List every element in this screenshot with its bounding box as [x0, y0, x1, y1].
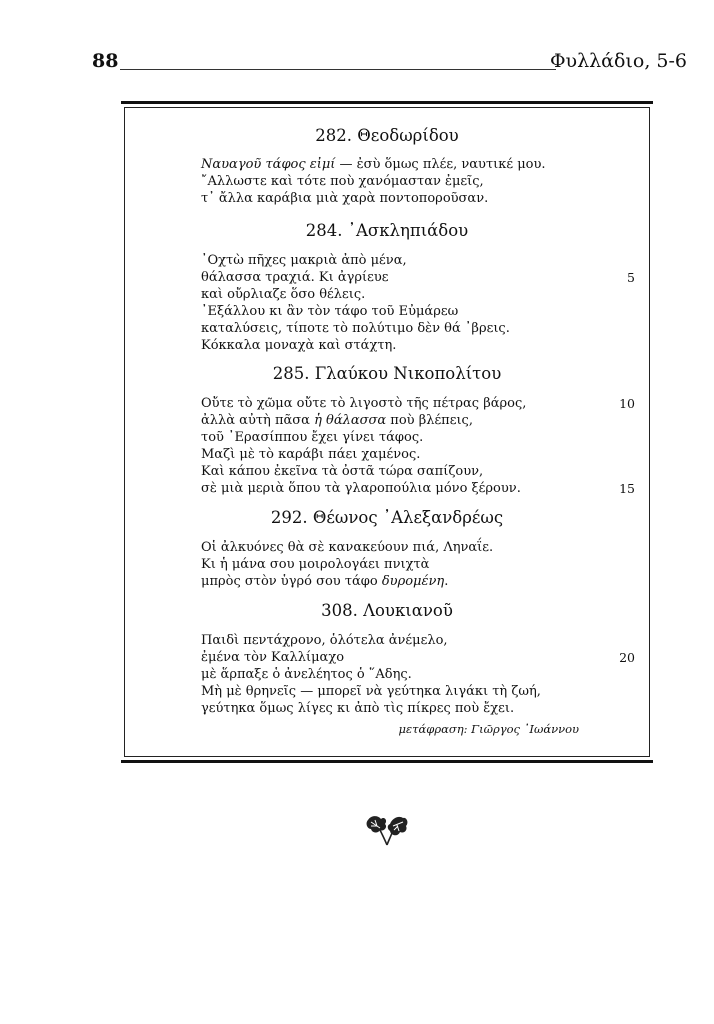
poem-line: Κι ἡ μάνα σου μοιρολογάει πνιχτὰ	[201, 557, 430, 572]
poem-line-text: .	[444, 574, 449, 589]
poem-line: Οὔτε τὸ χῶμα οὔτε τὸ λιγοστὸ τῆς πέτρας βάρος,	[201, 396, 527, 411]
poem-line: μὲ ἅρπαξε ὁ ἀνελέητος ὁ ῞Αδης.	[201, 667, 412, 682]
poem-line	[201, 573, 448, 590]
ivy-leaves-icon	[365, 814, 409, 852]
poem-line: Μὴ μὲ θρηνεῖς — μπορεῖ νὰ γεύτηκα λιγάκι τὴ ζωή,	[201, 684, 541, 699]
poem-line: ῎Αλλωστε καὶ τότε ποὺ χανόμασταν ἐμεῖς,	[201, 174, 484, 189]
poem-line-text: ἀλλὰ αὐτὴ πᾶσα	[201, 413, 315, 428]
poem-line: θάλασσα τραχιά. Κι ἀγρίευε	[201, 270, 389, 285]
poem-line: Παιδὶ πεντάχρονο, ὁλότελα ἀνέμελο,	[201, 633, 448, 648]
poem-line: ᾿Εξάλλου κι ἂν τὸν τάφο τοῦ Εὐμάρεω	[201, 304, 459, 319]
poem-line: Μαζὶ μὲ τὸ καράβι πάει χαμένος.	[201, 447, 421, 462]
poem-line-italic: Ναυαγοῦ τάφος εἰμί	[201, 157, 336, 172]
poem-line: καταλύσεις, τίποτε τὸ πολύτιμο δὲν θά ᾽βρεις.	[201, 321, 510, 336]
poem-line: γεύτηκα ὅμως λίγες κι ἀπὸ τὶς πίκρες ποὺ ἔχει.	[201, 701, 515, 716]
poem-line: ᾿Οχτὼ πῆχες μακριὰ ἀπὸ μένα,	[201, 253, 407, 268]
poem-line: Καὶ κάπου ἐκεῖνα τὰ ὀστᾶ τώρα σαπίζουν,	[201, 464, 484, 479]
poem-title: 285. Γλαύκου Νικοπολίτου	[272, 364, 502, 383]
line-number: 15	[619, 481, 635, 496]
line-number: 10	[619, 396, 635, 411]
poem-frame	[121, 101, 653, 763]
page-header	[92, 50, 687, 74]
poem-line-text: μπρὸς στὸν ὑγρό σου τάφο	[201, 574, 382, 589]
line-number: 5	[627, 270, 635, 285]
poem-line: Κόκκαλα μοναχὰ καὶ στάχτη.	[201, 338, 397, 353]
translator-credit: μετάφραση: Γιῶργος ᾿Ιωάννου	[398, 722, 579, 736]
poem-line: καὶ οὔρλιαζε ὅσο θέλεις.	[201, 287, 366, 302]
poem-line	[201, 156, 546, 173]
poem-line-text: — ἐσὺ ὅμως πλέε, ναυτικέ μου.	[335, 157, 546, 172]
poem-line: σὲ μιὰ μεριὰ ὅπου τὰ γλαροπούλια μόνο ξέρουν.	[201, 481, 521, 496]
poem-title: 284. ᾿Ασκληπιάδου	[305, 221, 469, 240]
line-number: 20	[619, 650, 635, 665]
page-number: 88	[92, 50, 119, 72]
header-rule	[120, 69, 556, 70]
poem-line: τοῦ ᾿Ερασίππου ἔχει γίνει τάφος.	[201, 430, 424, 445]
poem-title: 308. Λουκιανοῦ	[321, 601, 453, 620]
poem-line: τ᾽ ἄλλα καράβια μιὰ χαρὰ ποντοποροῦσαν.	[201, 191, 489, 206]
poem-line: Οἱ ἀλκυόνες θὰ σὲ κανακεύουν πιά, Ληναΐε.	[201, 540, 494, 555]
poem-line-italic: ἡ θάλασσα	[314, 413, 387, 428]
poem-line-text: ποὺ βλέπεις,	[386, 413, 473, 428]
poem-line	[201, 412, 473, 429]
poem-line-italic: δυρομένη	[381, 574, 445, 589]
poem-title: 282. Θεοδωρίδου	[315, 126, 459, 145]
journal-title: Φυλλάδιο, 5-6	[549, 50, 687, 72]
poem-line: ἐμένα τὸν Καλλίμαχο	[201, 650, 345, 665]
poem-title: 292. Θέωνος ᾿Αλεξανδρέως	[270, 508, 504, 527]
